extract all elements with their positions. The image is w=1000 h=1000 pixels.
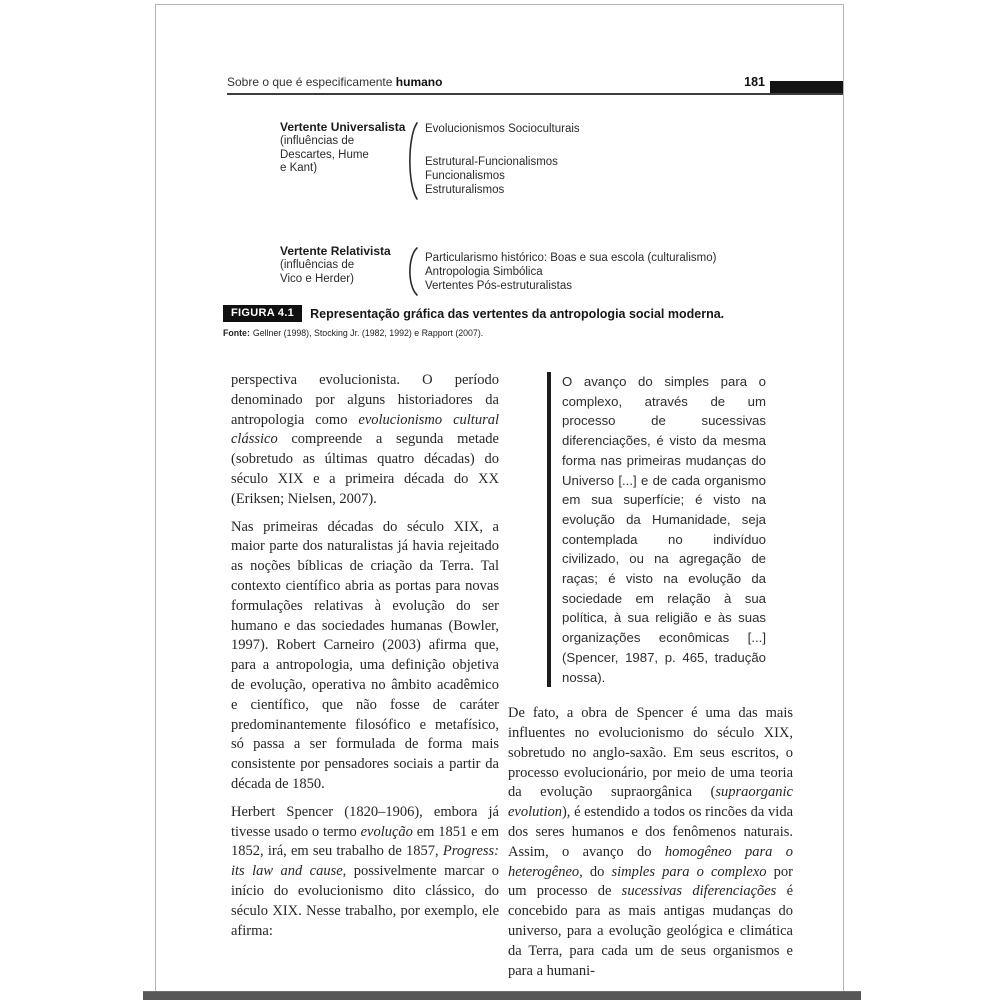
- figure-item: Antropologia Simbólica: [425, 266, 543, 278]
- branch-subtitle-line: (influências de: [280, 134, 355, 147]
- figure-caption: [223, 305, 724, 322]
- branch-subtitle-line: Descartes, Hume: [280, 148, 369, 161]
- figure-item: Vertentes Pós-estruturalistas: [425, 280, 573, 292]
- chapter-edge-tab: [770, 81, 844, 93]
- block-quote: O avanço do simples para o complexo, através de um processo de sucessivas diferenciações, é visto da mesma forma nas primeiras mudanças do Universo [...] e de cada organismo em sua superfície; é visto na evolução da Humanidade, seja contemplada no indivíduo civilizado, ou na agregação de raças; é visto na evolução da sociedade em relação à sua política, à sua religião e às suas organizações econômicas [...] (Spencer, 1987, p. 465, tradução nossa).: [547, 372, 766, 687]
- figure-item: Estrutural-Funcionalismos: [425, 156, 558, 168]
- running-head-text: Sobre o que é especificamente: [227, 75, 396, 89]
- page-bottom-edge: [143, 991, 861, 1000]
- figure-branch-relativista-items: [425, 251, 716, 293]
- branch-subtitle-line: e Kant): [280, 162, 318, 175]
- paragraph: De fato, a obra de Spencer é uma das mais influentes no evolucionismo do século XIX, sobretudo no anglo-saxão. Em seus escritos, o processo evolucionário, por meio de uma teoria da evolução supraorgânica (supraorganic evolution), é estendido a todos os rincões da vida dos seres humanos e dos fenômenos naturais. Assim, o avanço do homogêneo para o heterogêneo, do simples para o complexo por um processo de sucessivas diferenciações é concebido para as mais antigas mudanças do universo, para a evolução geológica e climática da Terra, para cada um de seus organismos e para a humani-: [508, 705, 794, 979]
- branch-subtitle-line: (influências de: [280, 258, 355, 271]
- figure-branch-relativista-label: [280, 245, 415, 286]
- running-head-row: [227, 75, 765, 89]
- figure-item: Particularismo histórico: Boas e sua escola (culturalismo): [425, 252, 717, 264]
- page-number: 181: [744, 75, 765, 89]
- running-head-bold: humano: [395, 75, 443, 89]
- figure-caption-source: [223, 328, 483, 338]
- branch-title: Vertente Universalista: [280, 120, 406, 134]
- branch-title: Vertente Relativista: [280, 244, 391, 258]
- figure-caption-text: Representação gráfica das vertentes da antropologia social moderna.: [310, 306, 725, 321]
- figure-item: Evolucionismos Socioculturais: [425, 123, 580, 135]
- figure-item: Funcionalismos: [425, 170, 505, 182]
- branch-subtitle-line: Vico e Herder): [280, 272, 354, 285]
- paragraph: perspectiva evolucionista. O período denominado por alguns historiadores da antropologia como evolucionismo cultural clássico compreende a segunda metade (sobretudo as últimas quatro décadas) do século XIX e a primeira década do XX (Eriksen; Nielsen, 2007).: [231, 372, 499, 507]
- figure-branch-universalista-items: [425, 122, 580, 197]
- paragraph: Nas primeiras décadas do século XIX, a maior parte dos naturalistas já havia rejeitado as noções bíblicas de criação da Terra. Tal contexto científico abria as portas para novas formulações relativas à evolução do ser humano e das sociedades humanas (Bowler, 1997). Robert Carneiro (2003) afirma que, para a antropologia, uma definição objetiva de evolução, operativa no âmbito acadêmico e científico, que não fosse de caráter predominantemente filosófico e metafísico, só passa a ser formulada de forma mais consistente por pensadores sociais a partir da década de 1850.: [231, 518, 499, 792]
- right-column: [508, 371, 793, 981]
- running-head: [227, 75, 442, 89]
- left-column: [231, 371, 499, 941]
- source-text: Gellner (1998), Stocking Jr. (1982, 1992) e Rapport (2007).: [252, 328, 484, 338]
- figure-item: Estruturalismos: [425, 184, 505, 196]
- page: [155, 4, 844, 992]
- paragraph: Herbert Spencer (1820–1906), embora já tivesse usado o termo evolução em 1851 e em 1852, irá, em seu trabalho de 1857, Progress: its law and cause, possivelmente marcar o início do evolucionismo dito clássico, do século XIX. Nesse trabalho, por exemplo, ele afirma:: [231, 803, 499, 939]
- source-label: Fonte:: [223, 328, 250, 338]
- brace-icon: [404, 246, 419, 297]
- figure-caption-tag: FIGURA 4.1: [223, 305, 302, 322]
- figure-branch-universalista-label: [280, 121, 415, 176]
- brace-icon: [404, 121, 419, 201]
- header-rule: [227, 93, 843, 95]
